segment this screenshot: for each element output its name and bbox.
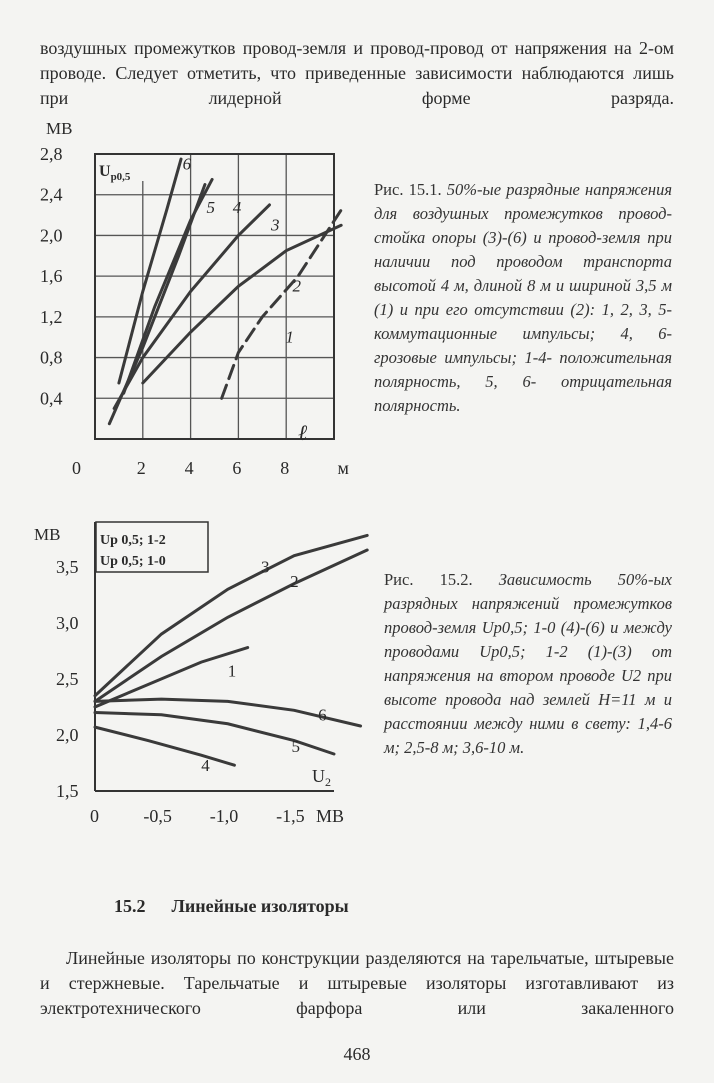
x-tick-labels <box>72 458 349 478</box>
curve-label-2: 2 <box>290 572 299 592</box>
y-tick-label: 2,0 <box>40 225 63 246</box>
curve-label-3: 3 <box>271 215 280 235</box>
y-tick-label: 1,2 <box>40 306 63 327</box>
x-tick-label: -1,5 <box>276 806 305 826</box>
x-tick-label: 0 <box>90 806 99 826</box>
figure-15-2-chart <box>34 520 384 830</box>
caption-text: Зависимость 50%-ых разрядных напряжений промежутков провод-земля Uр0,5; 1-0 (4)-(6) и между проводами Uр0,5; 1-2 (1)-(3) от напряжения на втором проводе U2 при высоте провода над землей Н=11 м и расстоянии между ними в свету: 1,4-6 м; 2,5-8 м; 3,6-10 м. <box>384 570 672 757</box>
curve-label-4: 4 <box>232 198 242 218</box>
y-tick-label: 1,6 <box>40 266 63 287</box>
y-tick-label: 0,4 <box>40 388 63 409</box>
y-tick-label: 1,5 <box>56 781 79 801</box>
y-tick-label: 0,8 <box>40 347 63 368</box>
x-tick-label: 6 <box>232 458 242 478</box>
curves <box>109 159 341 424</box>
caption-number: Рис. 15.2. <box>384 570 473 589</box>
curve-1 <box>222 210 342 398</box>
x-tick-labels <box>90 806 344 826</box>
grid <box>95 154 334 439</box>
y-tick-label: 2,0 <box>56 724 79 745</box>
x-variable-label: ℓ <box>298 420 308 445</box>
x-tick-label: 2 <box>136 458 146 478</box>
x-tick-label: МВ <box>316 806 345 826</box>
curve-label-5: 5 <box>206 198 215 218</box>
x-tick-label: 4 <box>184 458 194 478</box>
y-tick-labels <box>56 557 79 801</box>
legend-symbol: $U_{р0,5}$ <box>99 163 131 183</box>
plot-frame <box>95 154 334 439</box>
x-tick-label: м <box>337 458 349 478</box>
y-tick-label: 3,0 <box>56 612 79 633</box>
y-tick-label: 3,5 <box>56 556 79 577</box>
curve-label-1: 1 <box>285 327 294 347</box>
intro-paragraph: воздушных промежутков провод-земля и провод-провод от напряжения на 2-ом проводе. Следует отметить, что приведенные зависимости наблюдаются лишь при лидерной форме разряда. <box>40 38 674 108</box>
x-tick-label: -1,0 <box>209 806 239 826</box>
figure-15-2-caption <box>384 568 672 760</box>
x-tick-label: 0 <box>72 458 81 478</box>
x-tick-label: -0,5 <box>143 806 172 826</box>
y-tick-labels <box>40 144 63 408</box>
curve-4 <box>95 727 234 765</box>
caption-text: 50%-ые разрядные напряжения для воздушных промежутков провод-стойка опоры (3)-(6) и провод-земля при наличии под проводом транспорта высотой 4 м, длиной 8 м и шириной 3,5 м (1) и при его отсутствии (2): 1, 2, 3, 5- коммутационные импульсы; 4, 6- грозовые импульсы; 1-4- положительная полярность, 5, 6- отрицательная полярность. <box>374 180 672 415</box>
y-tick-label: 2,8 <box>40 144 63 164</box>
legend-line-1: Uр 0,5; 1-2 <box>100 533 166 548</box>
body-paragraph: Линейные изоляторы по конструкции разделяются на тарельчатые, штыревые и стержневые. Тарельчатые и штыревые изоляторы изготавливают из электротехнического фарфора или закаленного <box>40 948 674 1018</box>
y-unit-label: МВ <box>46 119 73 138</box>
section-heading <box>114 896 375 917</box>
caption-number: Рис. 15.1. <box>374 180 442 199</box>
curve-label-1: 1 <box>227 661 237 681</box>
figure-15-1-chart <box>34 118 354 488</box>
section-title: Линейные изоляторы <box>171 896 349 916</box>
y-tick-label: 2,4 <box>40 184 63 205</box>
page-number: 468 <box>343 1044 371 1064</box>
curve-label-2: 2 <box>292 276 302 296</box>
curve-labels <box>201 557 326 774</box>
curves <box>95 535 367 765</box>
legend-line-2: Uр 0,5; 1-0 <box>100 554 166 569</box>
x-tick-label: 8 <box>280 458 290 478</box>
y-tick-label: 2,5 <box>56 668 79 689</box>
y-unit-label: МВ <box>34 525 61 544</box>
curve-label-6: 6 <box>318 705 327 725</box>
curve-label-5: 5 <box>291 736 301 756</box>
curve-label-3: 3 <box>260 557 270 577</box>
figure-15-1-caption <box>374 178 672 418</box>
curve-label-6: 6 <box>182 154 192 174</box>
curve-2 <box>143 225 341 383</box>
x-variable-label: $U_2$ <box>312 766 331 789</box>
section-number: 15.2 <box>114 896 146 916</box>
curve-label-4: 4 <box>201 755 210 775</box>
